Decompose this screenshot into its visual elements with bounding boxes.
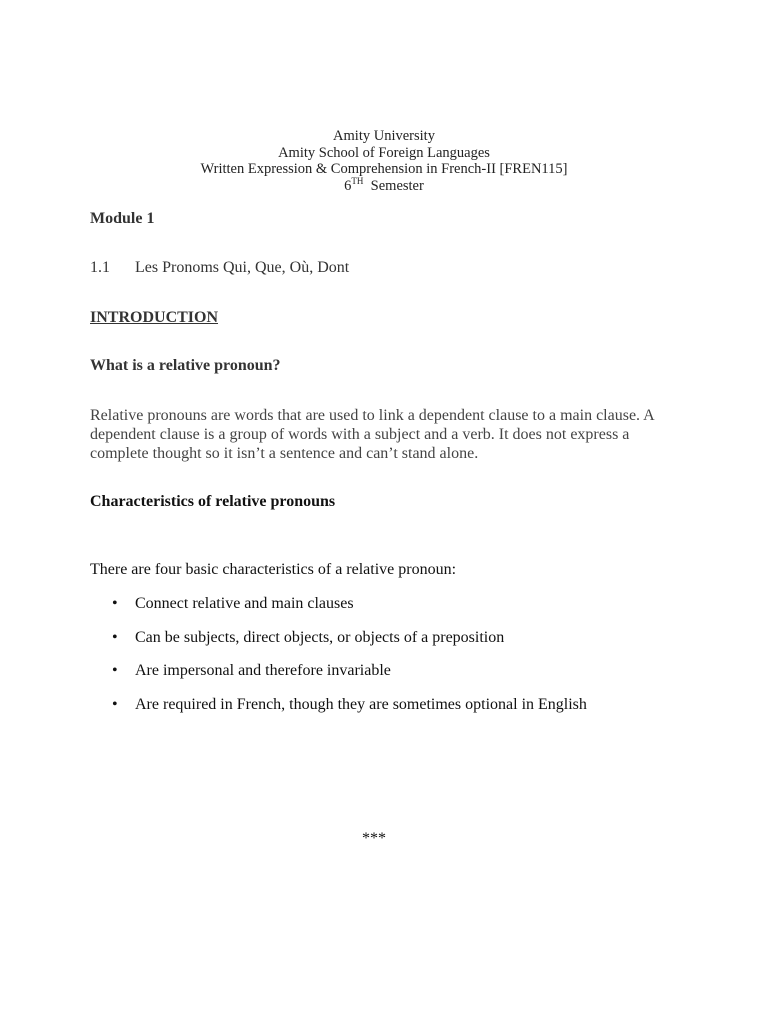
list-item-text: Can be subjects, direct objects, or objects of a preposition [135,628,505,646]
list-intro: There are four basic characteristics of a relative pronoun: [90,561,457,578]
list-item [90,696,710,730]
list-item-text: Connect relative and main clauses [135,595,354,612]
university-name: Amity University [333,128,435,144]
course-title: Written Expression & Comprehension in French-II [FREN115] [200,161,568,177]
section-heading [90,259,349,277]
semester-word: Semester [370,177,424,194]
semester-line [0,175,768,195]
bullet-icon: • [112,595,118,612]
bullet-icon: • [112,662,118,680]
characteristics-heading: Characteristics of relative pronouns [90,493,336,510]
list-item-text: Are impersonal and therefore invariable [135,662,391,680]
list-item [90,662,710,696]
list-item [90,629,710,663]
semester-superscript: TH [351,175,364,186]
bullet-icon: • [112,628,118,646]
document-header [0,128,768,194]
question-heading: What is a relative pronoun? [90,357,281,374]
section-title: Les Pronoms Qui, Que, Où, Dont [135,259,350,276]
bullet-icon: • [112,696,118,714]
list-item-text: Are required in French, though they are sometimes optional in English [135,696,587,714]
school-name: Amity School of Foreign Languages [278,144,490,161]
list-item [90,595,710,629]
definition-paragraph: Relative pronouns are words that are used to link a dependent clause to a main clause. A dependent clause is a group of words with a subject and a verb. It does not express a complete thought so it isn’t a sentence and can’t stand alone. [90,407,654,462]
section-number: 1.1 [90,259,110,276]
end-mark: *** [362,830,386,847]
module-heading: Module 1 [90,210,155,227]
semester-number: 6 [344,177,352,194]
characteristics-list [90,595,710,730]
introduction-heading: INTRODUCTION [90,309,219,326]
